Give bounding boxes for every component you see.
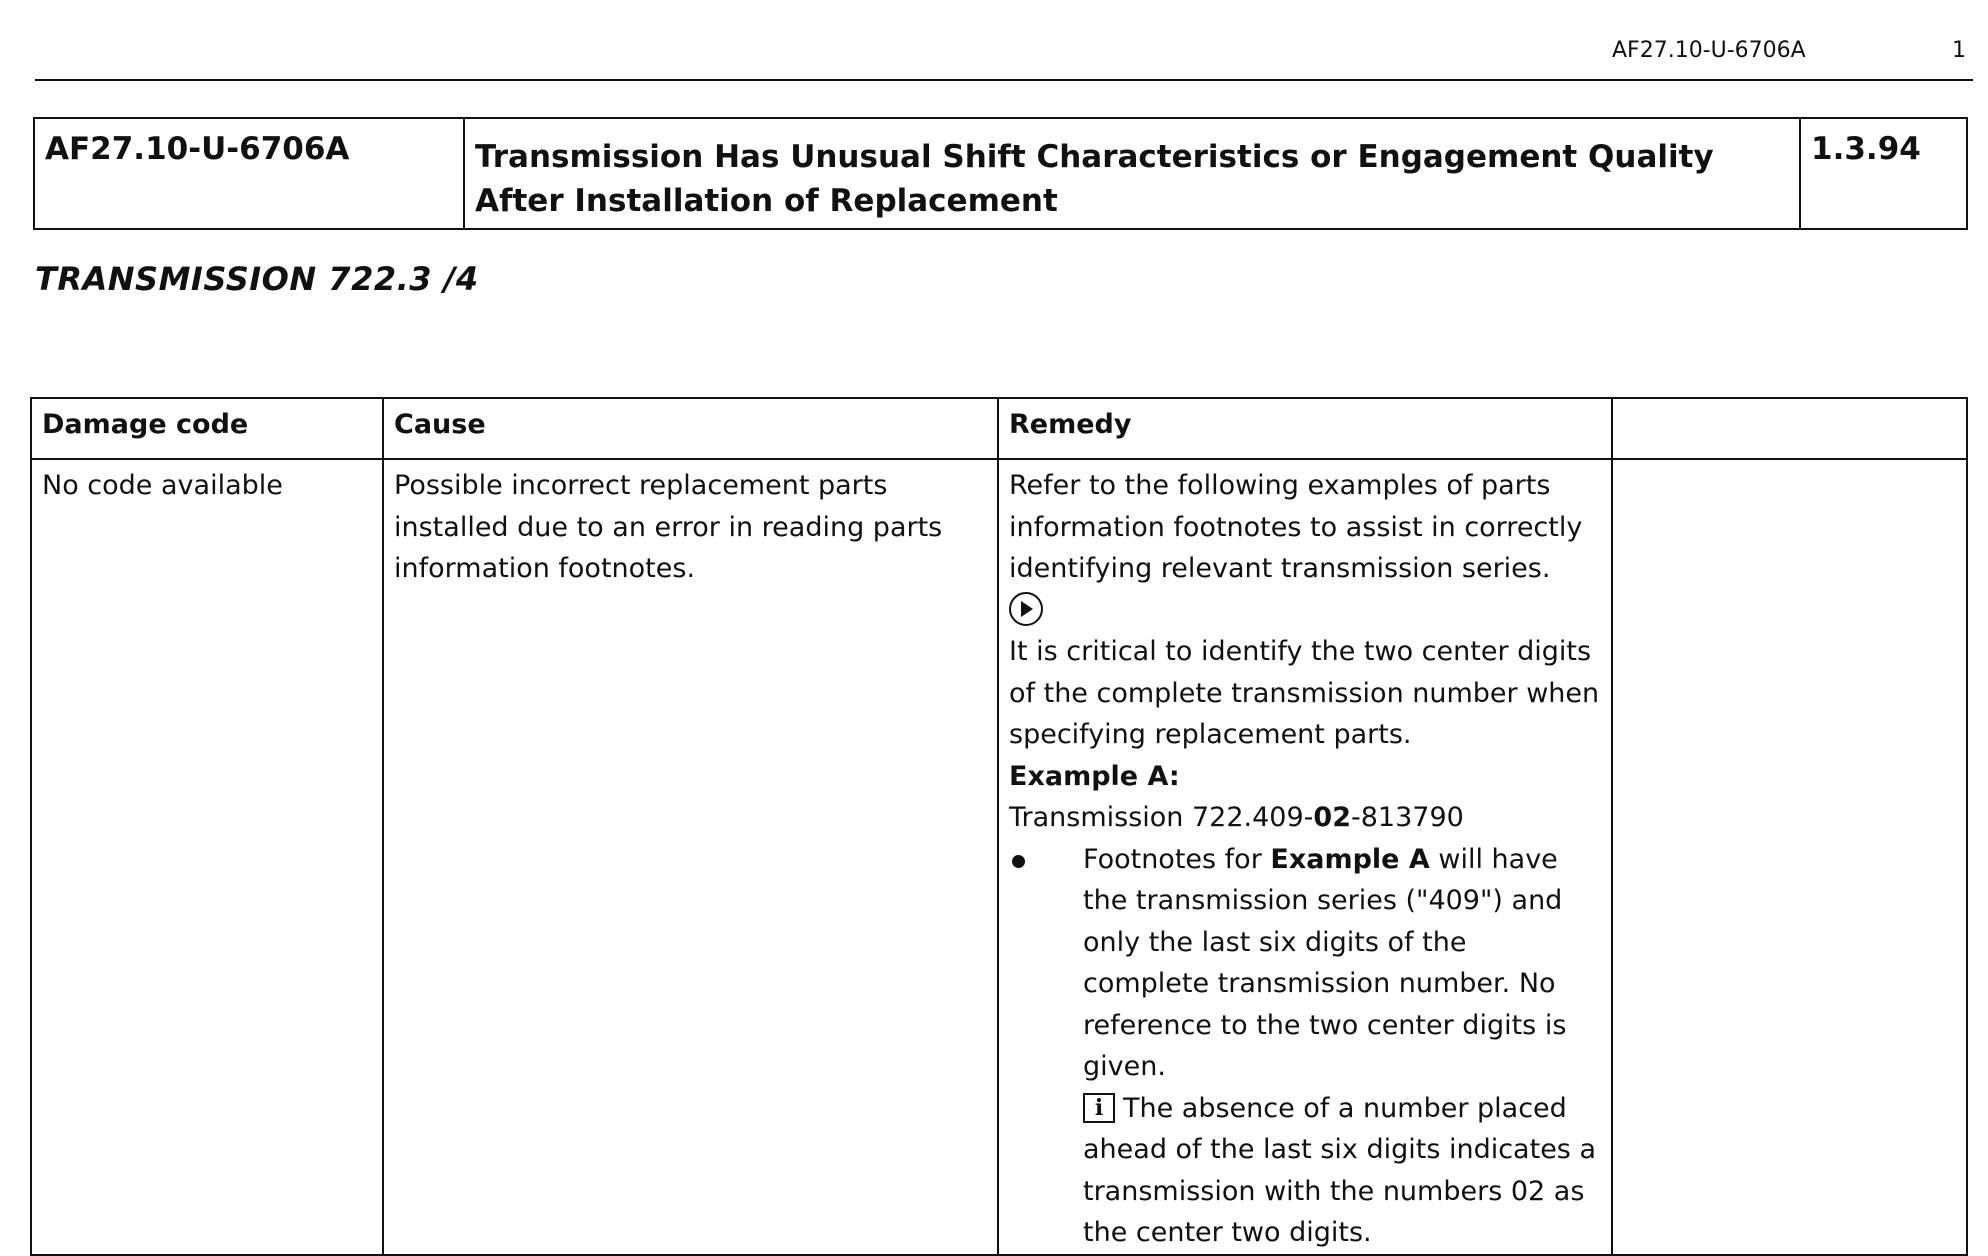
header-remedy: Remedy xyxy=(998,398,1612,459)
info-note xyxy=(1083,1088,1601,1254)
header-rule xyxy=(35,79,1973,81)
header-doc-code: AF27.10-U-6706A xyxy=(1612,38,1806,63)
remedy-critical-note: It is critical to identify the two center digits of the complete transmission number when specifying replacement parts. xyxy=(1009,636,1600,750)
title-date: 1.3.94 xyxy=(1800,118,1967,229)
example-number xyxy=(1009,797,1601,839)
cell-remedy xyxy=(998,459,1612,1255)
cell-damage-code: No code available xyxy=(31,459,383,1255)
example-number-suffix: -813790 xyxy=(1350,802,1464,833)
diagnosis-table xyxy=(30,397,1968,1256)
bullet-icon xyxy=(1009,839,1083,1254)
remedy-intro: Refer to the following examples of parts information footnotes to assist in correctly identifying relevant transmission series. xyxy=(1009,470,1583,584)
cell-cause: Possible incorrect replacement parts installed due to an error in reading parts information footnotes. xyxy=(383,459,998,1255)
header-page-number: 1 xyxy=(1952,38,1966,63)
list-item xyxy=(1009,839,1601,1254)
example-label: Example A: xyxy=(1009,760,1180,792)
table-header-row xyxy=(31,398,1967,459)
table-row xyxy=(31,459,1967,1255)
example-number-prefix: Transmission 722.409- xyxy=(1009,802,1314,833)
bullet-text-bold: Example A xyxy=(1270,843,1430,875)
example-number-center: 02 xyxy=(1313,802,1351,833)
section-title: TRANSMISSION 722.3 /4 xyxy=(35,260,479,298)
header-damage-code: Damage code xyxy=(31,398,383,459)
document-title: Transmission Has Unusual Shift Characteristics or Engagement Quality After Installation of Replacement xyxy=(464,118,1800,229)
info-icon: i xyxy=(1083,1093,1115,1123)
bullet-text xyxy=(1083,839,1601,1088)
info-note-text: The absence of a number placed ahead of the last six digits indicates a transmission with the numbers 02 as the center two digits. xyxy=(1083,1092,1596,1248)
bullet-text-start: Footnotes for xyxy=(1083,843,1271,875)
title-code: AF27.10-U-6706A xyxy=(34,118,464,229)
header-cause: Cause xyxy=(383,398,998,459)
stop-hand-icon xyxy=(1009,592,1043,626)
bullet-text-end: will have the transmission series ("409") and only the last six digits of the complete transmission number. No reference to the two center digits is given. xyxy=(1083,843,1567,1082)
header-blank xyxy=(1612,398,1967,459)
cell-blank xyxy=(1612,459,1967,1255)
title-box xyxy=(33,117,1968,230)
